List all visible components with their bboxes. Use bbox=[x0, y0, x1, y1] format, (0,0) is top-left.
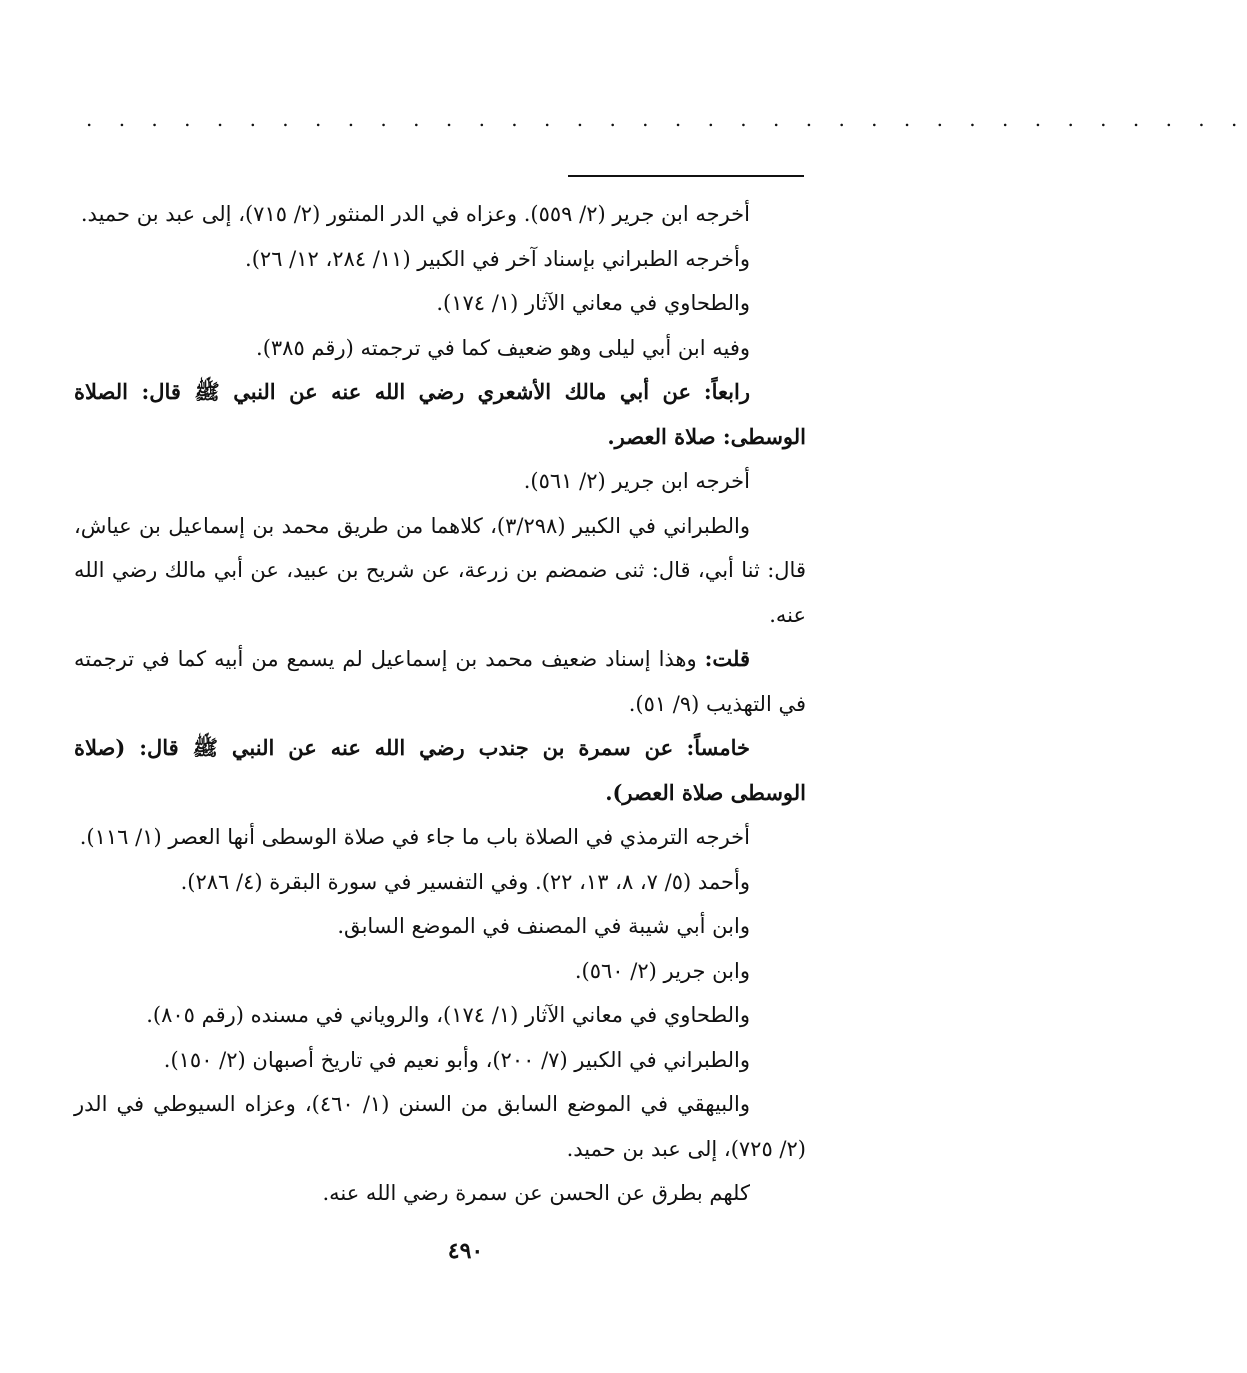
footnote-body bbox=[74, 192, 806, 1216]
footnote-paragraph bbox=[74, 459, 806, 504]
paragraph-text: أخرجه ابن جرير (٢/ ٥٥٩). وعزاه في الدر المنثور (٢/ ٧١٥)، إلى عبد بن حميد. bbox=[80, 202, 750, 226]
paragraph-text: والبيهقي في الموضع السابق من السنن (١/ ٤٦٠)، وعزاه السيوطي في الدر (٢/ ٧٢٥)، إلى عبد بن حميد. bbox=[74, 1092, 806, 1161]
page-number: ٤٩٠ bbox=[447, 1238, 484, 1264]
paragraph-text: كلهم بطرق عن الحسن عن سمرة رضي الله عنه. bbox=[322, 1181, 750, 1205]
paragraph-text: أخرجه الترمذي في الصلاة باب ما جاء في صلاة الوسطى أنها العصر (١/ ١١٦). bbox=[79, 825, 750, 849]
footnote-paragraph bbox=[74, 281, 806, 326]
footnote-paragraph bbox=[74, 904, 806, 949]
footnote-paragraph bbox=[74, 993, 806, 1038]
footnote-paragraph bbox=[74, 192, 806, 237]
paragraph-text: وأحمد (٥/ ٧، ٨، ١٣، ٢٢). وفي التفسير في سورة البقرة (٤/ ٢٨٦). bbox=[180, 869, 750, 894]
paragraph-text: عن سمرة بن جندب رضي الله عنه عن النبي ﷺ قال: (صلاة الوسطى صلاة العصر). bbox=[74, 735, 806, 805]
paragraph-text: وهذا إسناد ضعيف محمد بن إسماعيل لم يسمع من أبيه كما في ترجمته في التهذيب (٩/ ٥١). bbox=[74, 647, 806, 716]
paragraph-text: والطحاوي في معاني الآثار (١/ ١٧٤). bbox=[436, 291, 750, 315]
footnote-paragraph bbox=[74, 1082, 806, 1171]
footnote-paragraph bbox=[74, 237, 806, 282]
paragraph-text: والطحاوي في معاني الآثار (١/ ١٧٤)، والروياني في مسنده (رقم ٨٠٥). bbox=[146, 1003, 750, 1027]
paragraph-text: وابن جرير (٢/ ٥٦٠). bbox=[574, 958, 750, 983]
footnote-paragraph bbox=[74, 860, 806, 905]
footnote-paragraph bbox=[74, 726, 806, 815]
footnote-rule bbox=[568, 175, 804, 177]
paragraph-text: أخرجه ابن جرير (٢/ ٥٦١). bbox=[523, 469, 750, 493]
footnote-paragraph bbox=[74, 815, 806, 860]
footnote-paragraph bbox=[74, 637, 806, 726]
paragraph-lead: رابعاً: bbox=[703, 379, 750, 404]
footnote-paragraph bbox=[74, 370, 806, 459]
paragraph-text: والطبراني في الكبير (٧/ ٢٠٠)، وأبو نعيم في تاريخ أصبهان (٢/ ١٥٠). bbox=[163, 1047, 750, 1072]
footnote-paragraph bbox=[74, 949, 806, 994]
footnote-paragraph bbox=[74, 504, 806, 638]
paragraph-text: وفيه ابن أبي ليلى وهو ضعيف كما في ترجمته (رقم ٣٨٥). bbox=[256, 335, 750, 360]
paragraph-lead: خامساً: bbox=[686, 735, 750, 760]
footnote-paragraph bbox=[74, 1171, 806, 1216]
footnote-paragraph bbox=[74, 1038, 806, 1083]
paragraph-text: وأخرجه الطبراني بإسناد آخر في الكبير (١١/ ٢٨٤، ١٢/ ٢٦). bbox=[245, 246, 750, 271]
paragraph-text: والطبراني في الكبير (٣/٢٩٨)، كلاهما من طريق محمد بن إسماعيل بن عياش، قال: ثنا أبي، قال: ثنى ضمضم بن زرعة، عن شريح بن عبيد، عن أبي مالك رضي الله عنه. bbox=[74, 513, 806, 627]
dotted-separator: . . . . . . . . . . . . . . . . . . . . . . . . . . . . . . . . . . . . bbox=[86, 107, 1247, 131]
paragraph-text: عن أبي مالك الأشعري رضي الله عنه عن النبي ﷺ قال: الصلاة الوسطى: صلاة العصر. bbox=[74, 379, 806, 449]
paragraph-lead: قلت: bbox=[704, 646, 750, 671]
paragraph-text: وابن أبي شيبة في المصنف في الموضع السابق. bbox=[337, 914, 750, 938]
footnote-paragraph bbox=[74, 326, 806, 371]
